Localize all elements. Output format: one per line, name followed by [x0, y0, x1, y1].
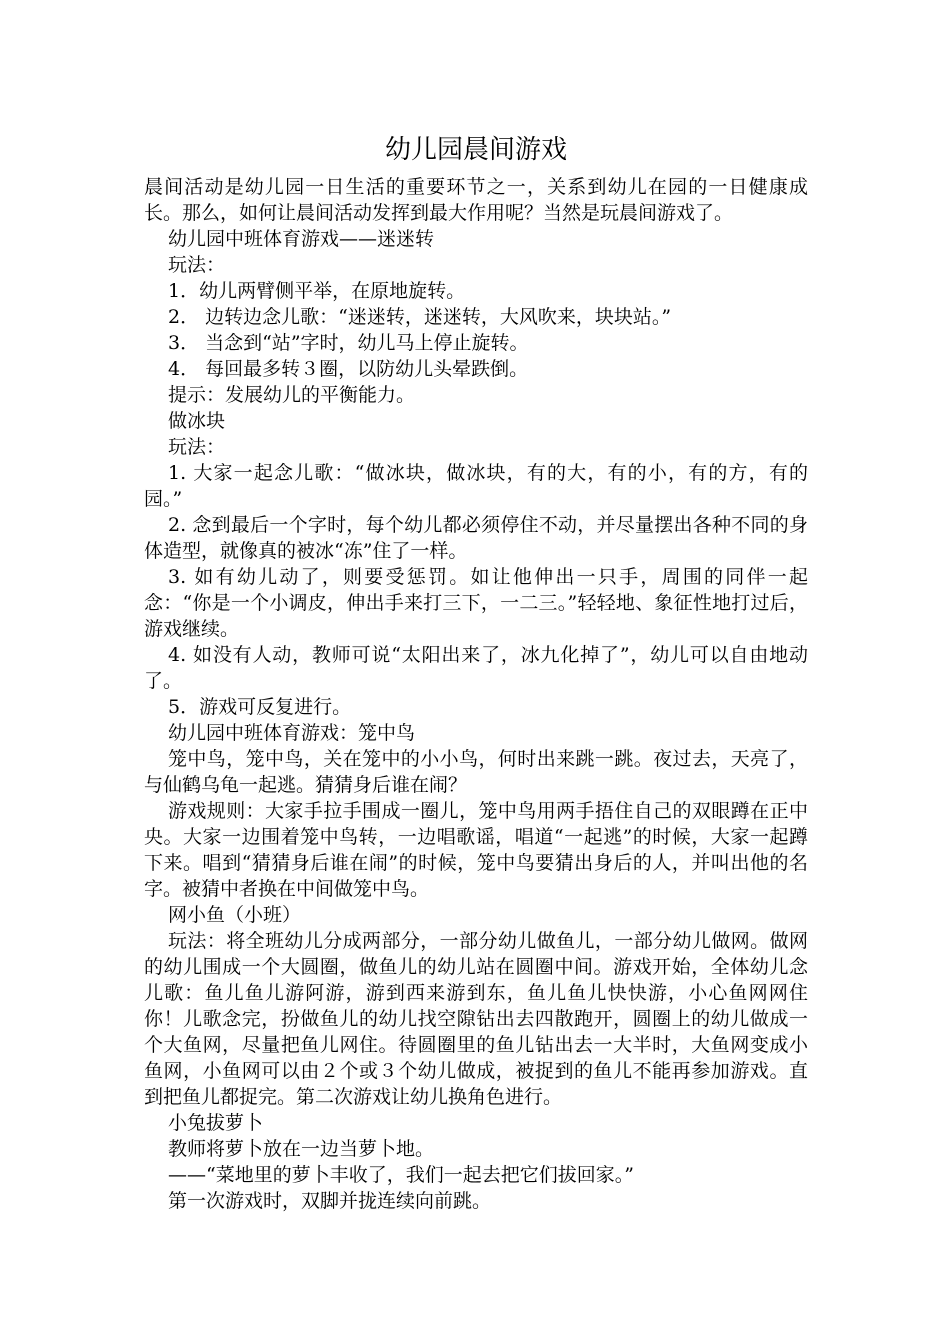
- list-item: 2． 边转边念儿歌：“迷迷转，迷迷转，大风吹来，块块站。”: [168, 306, 672, 328]
- body-paragraph: 第一次游戏时，双脚并拢连续向前跳。: [168, 1190, 492, 1212]
- list-item: 4． 每回最多转３圈，以防幼儿头晕跌倒。: [168, 358, 529, 380]
- body-paragraph: 玩法：将全班幼儿分成两部分，一部分幼儿做鱼儿，一部分幼儿做网。做网的幼儿围成一个大圆圈，做鱼儿的幼儿站在圆圈中间。游戏开始，全体幼儿念儿歌：鱼儿鱼儿游阿游，游到西来游到东，鱼儿鱼儿快快游，小心鱼网网住你！儿歌念完，扮做鱼儿的幼儿找空隙钻出去四散跑开，圆圈上的幼儿做成一个大鱼网，尽量把鱼儿网住。待圆圈里的鱼儿钻出去一大半时，大鱼网变成小鱼网，小鱼网可以由２个或３个幼儿做成，被捉到的鱼儿不能再参加游戏。直到把鱼儿都捉完。第二次游戏让幼儿换角色进行。: [144, 930, 808, 1108]
- rules-label: 玩法：: [168, 436, 226, 458]
- tip-paragraph: 提示：发展幼儿的平衡能力。: [168, 384, 416, 406]
- section-heading-mimizhuan: 幼儿园中班体育游戏——迷迷转: [168, 228, 435, 250]
- list-item: 3. 如有幼儿动了，则要受惩罚。如让他伸出一只手，周围的同伴一起念：“你是一个小调皮，伸出手来打三下，一二三。”轻轻地、象征性地打过后，游戏继续。: [144, 566, 808, 640]
- section-heading-longzhongniao: 幼儿园中班体育游戏：笼中鸟: [168, 722, 416, 744]
- list-item: 2. 念到最后一个字时，每个幼儿都必须停住不动，并尽量摆出各种不同的身体造型，就像真的被冰“冻”住了一样。: [144, 514, 808, 562]
- list-item: 1．幼儿两臂侧平举，在原地旋转。: [168, 280, 466, 302]
- list-item: 4. 如没有人动，教师可说“太阳出来了，冰九化掉了”，幼儿可以自由地动了。: [144, 644, 808, 692]
- section-heading-zuobingkuai: 做冰块: [168, 410, 226, 432]
- document-title: 幼儿园晨间游戏: [384, 135, 567, 165]
- list-item: 3． 当念到“站”字时，幼儿马上停止旋转。: [168, 332, 529, 354]
- document-page: [144, 130, 808, 1214]
- section-heading-wangxiaoyu: 网小鱼（小班）: [168, 904, 302, 926]
- body-paragraph: 教师将萝卜放在一边当萝卜地。: [168, 1138, 435, 1160]
- rules-label: 玩法：: [168, 254, 226, 276]
- body-paragraph: ——“菜地里的萝卜丰收了，我们一起去把它们拔回家。”: [168, 1164, 634, 1186]
- list-item: 5．游戏可反复进行。: [168, 696, 352, 718]
- section-heading-xiaotubaluobo: 小兔拔萝卜: [168, 1112, 264, 1134]
- body-paragraph: 游戏规则：大家手拉手围成一圈儿，笼中鸟用两手捂住自己的双眼蹲在正中央。大家一边围着笼中鸟转，一边唱歌谣，唱道“一起逃”的时候，大家一起蹲下来。唱到“猜猜身后谁在闹”的时候，笼中鸟要猜出身后的人，并叫出他的名字。被猜中者换在中间做笼中鸟。: [144, 800, 808, 900]
- list-item: 1. 大家一起念儿歌：“做冰块，做冰块，有的大，有的小，有的方，有的园。”: [144, 462, 808, 510]
- intro-paragraph: 晨间活动是幼儿园一日生活的重要环节之一，关系到幼儿在园的一日健康成长。那么，如何让晨间活动发挥到最大作用呢？当然是玩晨间游戏了。: [144, 176, 808, 224]
- body-paragraph: 笼中鸟，笼中鸟，关在笼中的小小鸟，何时出来跳一跳。夜过去，天亮了，与仙鹤乌龟一起逃。猜猜身后谁在闹？: [144, 748, 808, 796]
